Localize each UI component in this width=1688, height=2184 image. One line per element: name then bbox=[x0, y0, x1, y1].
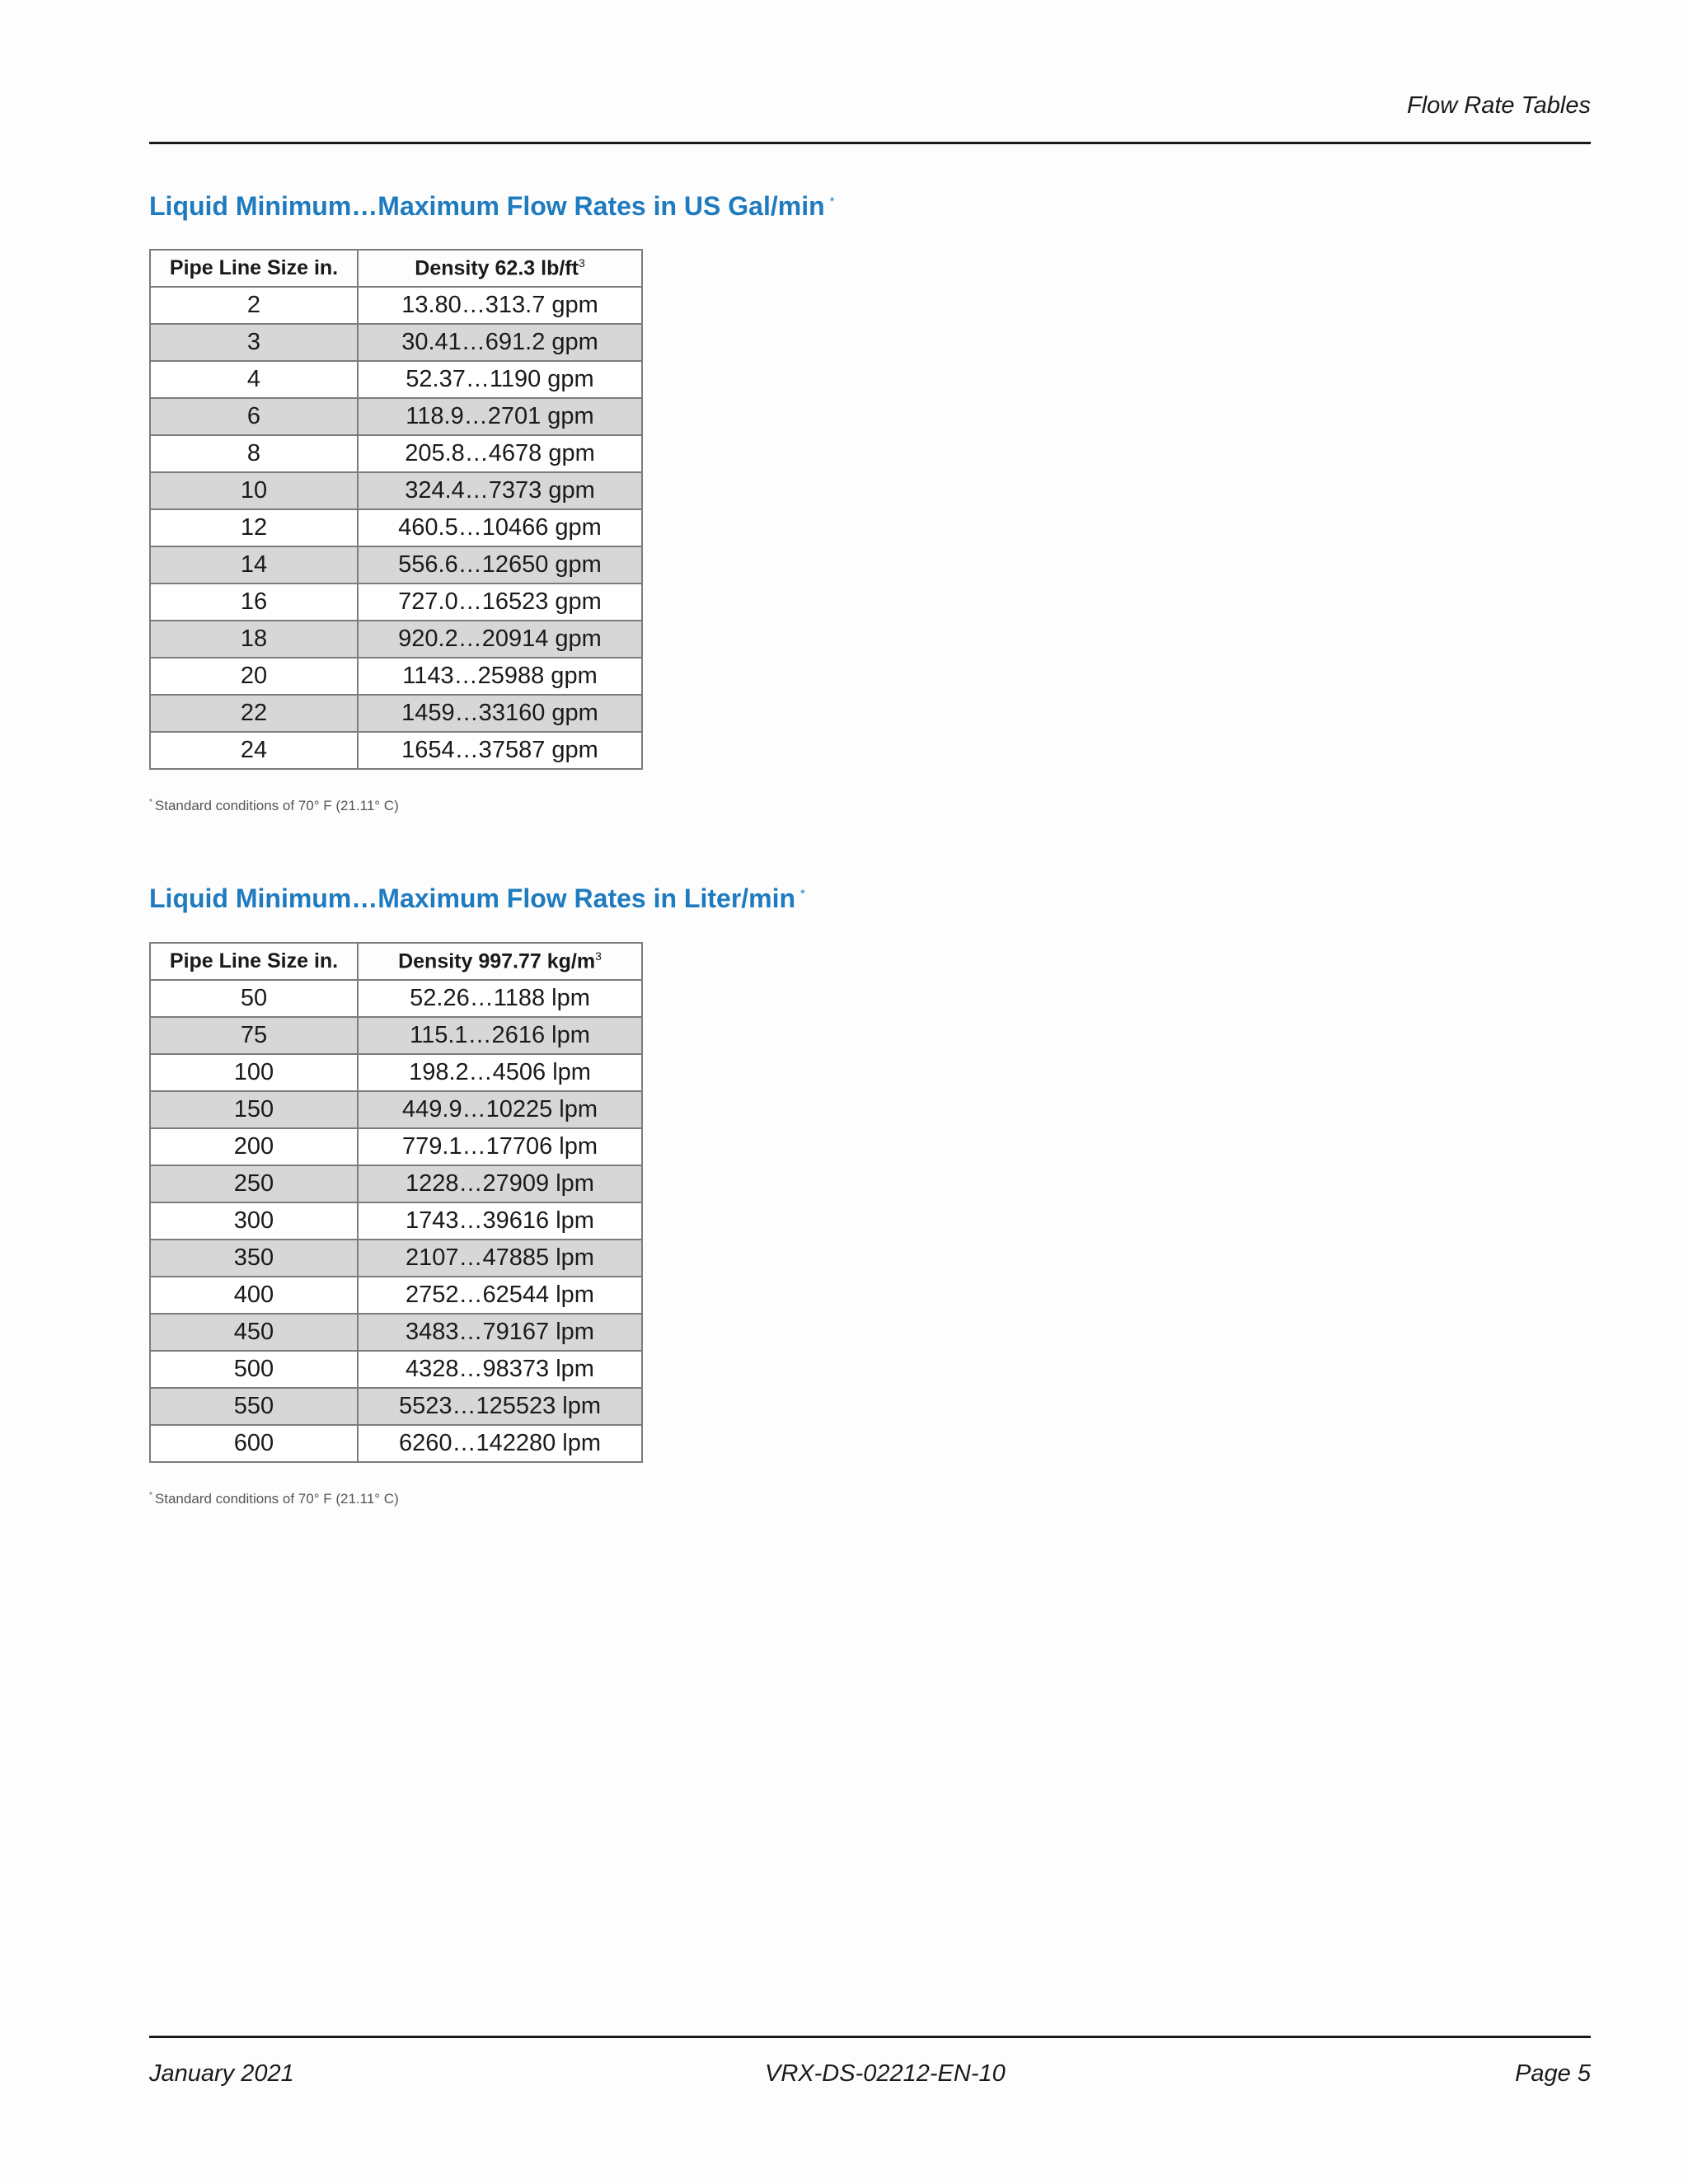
gpm-flow-table bbox=[149, 249, 643, 770]
flow-rate-cell: 115.1…2616 lpm bbox=[358, 1017, 642, 1054]
table-row bbox=[150, 1017, 642, 1054]
lpm-footnote-mark: * bbox=[149, 1491, 152, 1501]
table-row bbox=[150, 980, 642, 1017]
flow-rate-cell: 727.0…16523 gpm bbox=[358, 583, 642, 621]
flow-rate-cell: 3483…79167 lpm bbox=[358, 1314, 642, 1351]
gpm-footnote bbox=[149, 798, 399, 814]
pipe-size-cell: 600 bbox=[150, 1425, 358, 1462]
gpm-footnote-mark: * bbox=[149, 798, 152, 808]
pipe-size-cell: 3 bbox=[150, 324, 358, 361]
flow-rate-cell: 920.2…20914 gpm bbox=[358, 621, 642, 658]
footer-date: January 2021 bbox=[149, 2060, 294, 2087]
pipe-size-cell: 300 bbox=[150, 1202, 358, 1240]
pipe-size-header: Pipe Line Size in. bbox=[150, 943, 358, 980]
pipe-size-cell: 200 bbox=[150, 1128, 358, 1165]
pipe-size-cell: 75 bbox=[150, 1017, 358, 1054]
pipe-size-cell: 250 bbox=[150, 1165, 358, 1202]
flow-rate-cell: 6260…142280 lpm bbox=[358, 1425, 642, 1462]
flow-rate-cell: 556.6…12650 gpm bbox=[358, 546, 642, 583]
table-row bbox=[150, 472, 642, 509]
footer-rule bbox=[149, 2036, 1591, 2038]
table-row bbox=[150, 695, 642, 732]
density-header-sup: 3 bbox=[595, 949, 602, 963]
lpm-footnote-text: Standard conditions of 70° F (21.11° C) bbox=[154, 1491, 399, 1507]
table-header-row bbox=[150, 943, 642, 980]
flow-rate-cell: 1143…25988 gpm bbox=[358, 658, 642, 695]
flow-rate-cell: 13.80…313.7 gpm bbox=[358, 287, 642, 324]
table-row bbox=[150, 1240, 642, 1277]
table-row bbox=[150, 1091, 642, 1128]
running-header: Flow Rate Tables bbox=[1407, 92, 1591, 119]
pipe-size-cell: 12 bbox=[150, 509, 358, 546]
pipe-size-cell: 22 bbox=[150, 695, 358, 732]
pipe-size-cell: 450 bbox=[150, 1314, 358, 1351]
flow-rate-cell: 205.8…4678 gpm bbox=[358, 435, 642, 472]
lpm-footnote bbox=[149, 1491, 399, 1507]
header-rule bbox=[149, 142, 1591, 144]
table-row bbox=[150, 1425, 642, 1462]
table-row bbox=[150, 435, 642, 472]
pipe-size-cell: 350 bbox=[150, 1240, 358, 1277]
table-row bbox=[150, 1165, 642, 1202]
flow-rate-cell: 52.37…1190 gpm bbox=[358, 361, 642, 398]
footer-page-number: Page 5 bbox=[1515, 2060, 1591, 2087]
density-header-text: Density 997.77 kg/m bbox=[398, 949, 596, 973]
pipe-size-cell: 18 bbox=[150, 621, 358, 658]
pipe-size-cell: 500 bbox=[150, 1351, 358, 1388]
table-row bbox=[150, 361, 642, 398]
pipe-size-cell: 2 bbox=[150, 287, 358, 324]
flow-rate-cell: 2107…47885 lpm bbox=[358, 1240, 642, 1277]
flow-rate-cell: 324.4…7373 gpm bbox=[358, 472, 642, 509]
table-row bbox=[150, 621, 642, 658]
flow-rate-cell: 1459…33160 gpm bbox=[358, 695, 642, 732]
table-row bbox=[150, 1054, 642, 1091]
flow-rate-cell: 449.9…10225 lpm bbox=[358, 1091, 642, 1128]
table-row bbox=[150, 324, 642, 361]
pipe-size-cell: 400 bbox=[150, 1277, 358, 1314]
flow-rate-cell: 30.41…691.2 gpm bbox=[358, 324, 642, 361]
pipe-size-cell: 550 bbox=[150, 1388, 358, 1425]
flow-rate-cell: 1743…39616 lpm bbox=[358, 1202, 642, 1240]
flow-rate-cell: 5523…125523 lpm bbox=[358, 1388, 642, 1425]
flow-rate-cell: 779.1…17706 lpm bbox=[358, 1128, 642, 1165]
pipe-size-cell: 14 bbox=[150, 546, 358, 583]
pipe-size-cell: 6 bbox=[150, 398, 358, 435]
table-row bbox=[150, 583, 642, 621]
table-row bbox=[150, 1277, 642, 1314]
flow-rate-cell: 1228…27909 lpm bbox=[358, 1165, 642, 1202]
footer-doc-number: VRX-DS-02212-EN-10 bbox=[765, 2060, 1006, 2087]
table-row bbox=[150, 1351, 642, 1388]
flow-rate-cell: 118.9…2701 gpm bbox=[358, 398, 642, 435]
table-row bbox=[150, 287, 642, 324]
table-row bbox=[150, 1388, 642, 1425]
density-header bbox=[358, 943, 642, 980]
table-row bbox=[150, 732, 642, 769]
table-row bbox=[150, 546, 642, 583]
table-row bbox=[150, 509, 642, 546]
flow-rate-cell: 1654…37587 gpm bbox=[358, 732, 642, 769]
gpm-footnote-text: Standard conditions of 70° F (21.11° C) bbox=[154, 798, 399, 813]
flow-rate-cell: 2752…62544 lpm bbox=[358, 1277, 642, 1314]
pipe-size-header: Pipe Line Size in. bbox=[150, 250, 358, 287]
flow-rate-cell: 52.26…1188 lpm bbox=[358, 980, 642, 1017]
gpm-table-title-text: Liquid Minimum…Maximum Flow Rates in US Gal/min bbox=[149, 191, 825, 221]
pipe-size-cell: 20 bbox=[150, 658, 358, 695]
table-row bbox=[150, 398, 642, 435]
gpm-table-title bbox=[149, 191, 834, 222]
pipe-size-cell: 4 bbox=[150, 361, 358, 398]
flow-rate-cell: 4328…98373 lpm bbox=[358, 1351, 642, 1388]
pipe-size-cell: 10 bbox=[150, 472, 358, 509]
lpm-table-body bbox=[150, 980, 642, 1462]
table-header-row bbox=[150, 250, 642, 287]
lpm-table-title-mark: * bbox=[800, 887, 805, 902]
pipe-size-cell: 100 bbox=[150, 1054, 358, 1091]
gpm-table-title-mark: * bbox=[829, 194, 835, 209]
density-header bbox=[358, 250, 642, 287]
table-row bbox=[150, 1202, 642, 1240]
table-row bbox=[150, 1314, 642, 1351]
table-row bbox=[150, 658, 642, 695]
lpm-table-title-text: Liquid Minimum…Maximum Flow Rates in Liter/min bbox=[149, 883, 796, 913]
pipe-size-cell: 24 bbox=[150, 732, 358, 769]
gpm-table-body bbox=[150, 287, 642, 769]
density-header-text: Density 62.3 lb/ft bbox=[415, 256, 579, 280]
pipe-size-cell: 50 bbox=[150, 980, 358, 1017]
pipe-size-cell: 150 bbox=[150, 1091, 358, 1128]
flow-rate-cell: 460.5…10466 gpm bbox=[358, 509, 642, 546]
density-header-sup: 3 bbox=[578, 255, 585, 269]
lpm-table-title bbox=[149, 883, 805, 914]
flow-rate-cell: 198.2…4506 lpm bbox=[358, 1054, 642, 1091]
pipe-size-cell: 16 bbox=[150, 583, 358, 621]
pipe-size-cell: 8 bbox=[150, 435, 358, 472]
lpm-flow-table bbox=[149, 942, 643, 1463]
table-row bbox=[150, 1128, 642, 1165]
